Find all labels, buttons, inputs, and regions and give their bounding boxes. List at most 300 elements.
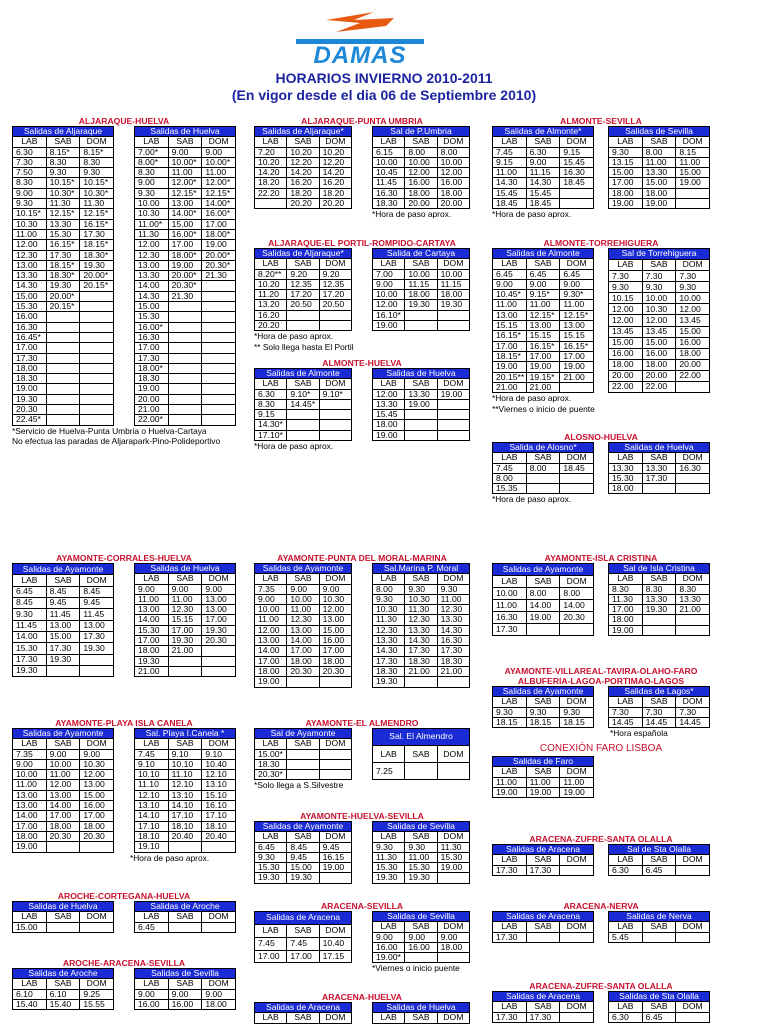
time-cell: 10.30: [642, 304, 676, 315]
time-cell: 17.30: [526, 1012, 560, 1022]
time-cell: 21.00: [405, 666, 437, 676]
column-header: SAB: [526, 453, 560, 463]
table-header-row: [255, 369, 352, 379]
time-cell: 14.00: [13, 631, 47, 642]
timetable: [492, 844, 594, 876]
time-cell: 15.10: [202, 790, 236, 800]
time-cell: [202, 332, 236, 342]
time-cell: 9.30: [80, 168, 114, 178]
time-cell: [46, 353, 80, 363]
table-header-row: [135, 564, 236, 574]
time-cell: 11.00: [493, 600, 527, 612]
column-header-row: [135, 979, 236, 989]
column-header-row: [609, 1002, 710, 1012]
time-cell: 15.00: [46, 631, 80, 642]
column-header: LAB: [493, 453, 527, 463]
time-cell: [319, 770, 351, 780]
table-row: [255, 677, 352, 687]
route-tables: [12, 728, 236, 853]
table-row: [373, 310, 470, 320]
time-cell: 15.55: [80, 999, 114, 1009]
table-row: [255, 749, 352, 759]
time-cell: 9.45: [319, 842, 351, 852]
column-header-row: [13, 575, 114, 586]
time-cell: 10.20: [287, 147, 319, 157]
time-cell: 16.00: [135, 999, 169, 1009]
table-row: [609, 326, 710, 337]
column-header-row: [13, 979, 114, 989]
time-cell: 15.15: [168, 615, 202, 625]
time-cell: 9.00: [135, 584, 169, 594]
time-cell: 6.30: [526, 147, 560, 157]
time-cell: 15.30: [255, 863, 287, 873]
time-cell: 18.30: [255, 759, 287, 769]
footnote: *Solo llega a S.Silvestre: [254, 780, 344, 791]
time-cell: 20.30*: [255, 770, 287, 780]
time-cell: 10.40: [202, 759, 236, 769]
column-header: SAB: [642, 697, 676, 707]
timetable: [492, 756, 594, 798]
timetable: [608, 126, 710, 209]
time-cell: 15.30: [373, 863, 405, 873]
time-cell: 13.00: [168, 199, 202, 209]
time-cell: 13.30: [437, 615, 469, 625]
column-header: LAB: [609, 137, 643, 147]
time-cell: [405, 677, 437, 687]
time-cell: 16.00*: [168, 229, 202, 239]
column-header-row: [493, 259, 594, 269]
time-cell: 9.00: [13, 759, 47, 769]
time-cell: [46, 384, 80, 394]
table-header-row: [13, 969, 114, 979]
time-cell: 16.45*: [13, 332, 47, 342]
time-cell: 20.00: [437, 199, 469, 209]
column-header: LAB: [373, 379, 405, 389]
time-cell: 10.20: [255, 279, 287, 289]
time-cell: 18.00: [642, 188, 676, 198]
time-cell: 12.15*: [202, 188, 236, 198]
route-s7: [492, 432, 710, 505]
route-tables: [492, 991, 710, 1023]
time-cell: [319, 321, 351, 331]
time-cell: [405, 420, 437, 430]
time-cell: 9.10*: [319, 389, 351, 399]
logo-text: DAMAS: [313, 42, 407, 68]
time-cell: 18.00: [609, 615, 643, 625]
column-header: SAB: [642, 137, 676, 147]
time-cell: 20.00*: [202, 250, 236, 260]
time-cell: 16.20: [255, 310, 287, 320]
timetable: [372, 728, 470, 780]
time-cell: 9.30: [135, 188, 169, 198]
column-header: DOM: [437, 137, 469, 147]
time-cell: 17.00: [609, 178, 643, 188]
time-cell: 18.00: [437, 942, 469, 952]
route-title: AYAMONTE-EL ALMENDRO: [305, 718, 419, 728]
time-cell: 19.00: [676, 178, 710, 188]
time-cell: 16.30: [560, 168, 594, 178]
time-cell: 14.00*: [168, 209, 202, 219]
time-cell: 19.00: [202, 240, 236, 250]
table-row: [13, 291, 114, 301]
column-header: DOM: [676, 137, 710, 147]
time-cell: 9.00: [526, 157, 560, 167]
time-cell: 12.00*: [168, 178, 202, 188]
time-cell: [405, 321, 437, 331]
time-cell: 22.20: [255, 188, 287, 198]
table-row: [373, 321, 470, 331]
table-row: [609, 584, 710, 594]
time-cell: 20.00: [405, 199, 437, 209]
time-cell: [560, 1012, 594, 1022]
time-cell: 9.00: [493, 279, 527, 289]
footnote: **Viernes o inicio de puente: [492, 403, 595, 414]
column-header: DOM: [676, 697, 710, 707]
time-cell: 10.40: [319, 937, 351, 950]
time-cell: 14.00: [46, 801, 80, 811]
time-cell: 12.10: [202, 770, 236, 780]
time-cell: 10.30*: [46, 188, 80, 198]
table-header-row: [493, 912, 594, 922]
column-header: SAB: [526, 259, 560, 269]
column-header: DOM: [676, 574, 710, 584]
time-cell: 20.20: [255, 321, 287, 331]
time-cell: 19.30: [373, 677, 405, 687]
time-cell: 10.30: [405, 594, 437, 604]
time-cell: 18.15*: [493, 351, 527, 361]
time-cell: 15.00: [168, 219, 202, 229]
timetable: [372, 563, 470, 688]
time-cell: 8.20**: [255, 269, 287, 279]
table-header: Salidas de Ayamonte: [493, 564, 594, 576]
table-header: Salidas de Aljaraque*: [255, 249, 352, 259]
table-row: [373, 666, 470, 676]
time-cell: 19.00: [319, 863, 351, 873]
column-header-row: [493, 855, 594, 865]
table-row: [255, 646, 352, 656]
time-cell: 18.00: [405, 188, 437, 198]
column-header-row: [493, 576, 594, 588]
time-cell: 20.50: [287, 300, 319, 310]
table-row: [373, 410, 470, 420]
time-cell: 19.00: [526, 787, 560, 797]
table-row: [255, 188, 352, 198]
time-cell: [168, 394, 202, 404]
time-cell: 8.00: [405, 147, 437, 157]
time-cell: 17.00: [13, 343, 47, 353]
timetable: [134, 563, 236, 677]
time-cell: 18.15: [560, 717, 594, 727]
time-cell: [676, 1012, 710, 1022]
time-cell: 9.30: [46, 168, 80, 178]
time-cell: 15.00: [319, 625, 351, 635]
route-s16: [492, 834, 710, 876]
column-header: LAB: [493, 259, 527, 269]
time-cell: 11.30: [373, 852, 405, 862]
table-row: [13, 665, 114, 676]
route-s10: [492, 553, 710, 636]
time-cell: 7.45: [493, 463, 527, 473]
timetable: [608, 911, 710, 943]
time-cell: [80, 374, 114, 384]
time-cell: 9.25: [80, 989, 114, 999]
time-cell: 16.00: [80, 801, 114, 811]
time-cell: 15.40: [13, 999, 47, 1009]
column-header: LAB: [135, 137, 169, 147]
table-row: [493, 787, 594, 797]
table-row: [493, 1012, 594, 1022]
column-header-row: [609, 260, 710, 271]
route-s6: [492, 238, 710, 414]
table-row: [493, 147, 594, 157]
time-cell: 10.10: [135, 770, 169, 780]
time-cell: 10.20: [319, 147, 351, 157]
time-cell: 18.00: [373, 420, 405, 430]
table-header: Salidas de Aljaraque: [13, 127, 114, 137]
time-cell: [80, 312, 114, 322]
column-header: DOM: [319, 739, 351, 749]
time-cell: [202, 374, 236, 384]
timetable: [254, 248, 352, 331]
table-row: [13, 209, 114, 219]
time-cell: 9.00: [168, 147, 202, 157]
time-cell: 18.00: [46, 821, 80, 831]
column-header: DOM: [80, 739, 114, 749]
table-row: [609, 157, 710, 167]
table-row: [13, 801, 114, 811]
time-cell: 12.20: [319, 157, 351, 167]
time-cell: 15.30: [46, 229, 80, 239]
time-cell: 9.30: [405, 842, 437, 852]
route-title: AYAMONTE-PLAYA ISLA CANELA: [55, 718, 193, 728]
route-s8: [12, 553, 236, 677]
column-header: SAB: [168, 574, 202, 584]
time-cell: 11.00: [493, 777, 527, 787]
route-tables: [12, 968, 236, 1010]
column-header: LAB: [13, 575, 47, 586]
time-cell: 20.00*: [46, 291, 80, 301]
time-cell: [560, 484, 594, 494]
table-row: [135, 801, 236, 811]
table-row: [13, 643, 114, 654]
table-row: [493, 865, 594, 875]
time-cell: 19.30: [80, 260, 114, 270]
time-cell: 21.00: [526, 382, 560, 392]
column-header: SAB: [642, 453, 676, 463]
time-cell: [46, 343, 80, 353]
table-row: [135, 922, 236, 932]
column-header: DOM: [676, 260, 710, 271]
table-row: [493, 707, 594, 717]
column-header: SAB: [642, 922, 676, 932]
table-row: [135, 656, 236, 666]
table-row: [13, 780, 114, 790]
time-cell: [202, 405, 236, 415]
table-row: [255, 605, 352, 615]
time-cell: 10.45*: [493, 290, 527, 300]
timetable: [254, 368, 352, 441]
time-cell: 19.00: [373, 321, 405, 331]
route-s17: [12, 891, 236, 933]
route-title: AYAMONTE-VILLAREAL-TAVIRA-OLAHO-FARO: [504, 666, 698, 676]
column-header: LAB: [255, 574, 287, 584]
time-cell: 9.30: [13, 609, 47, 620]
time-cell: 8.30: [80, 157, 114, 167]
time-cell: 17.30: [526, 865, 560, 875]
time-cell: 15.00: [135, 302, 169, 312]
time-cell: 18.45: [493, 199, 527, 209]
time-cell: 11.00: [255, 615, 287, 625]
table-header-row: [13, 564, 114, 575]
time-cell: 14.00: [526, 600, 560, 612]
time-cell: 6.30: [609, 865, 643, 875]
time-cell: [319, 749, 351, 759]
time-cell: 11.30: [373, 615, 405, 625]
table-row: [373, 763, 470, 780]
time-cell: [405, 410, 437, 420]
table-row: [13, 363, 114, 373]
time-cell: 14.30: [526, 178, 560, 188]
column-header: DOM: [676, 1002, 710, 1012]
time-cell: 18.30: [373, 666, 405, 676]
time-cell: 6.30: [13, 147, 47, 157]
time-cell: 14.10: [168, 801, 202, 811]
time-cell: [319, 420, 351, 430]
time-cell: [168, 343, 202, 353]
time-cell: 9.00: [319, 584, 351, 594]
time-cell: [437, 677, 469, 687]
time-cell: 21.00: [676, 605, 710, 615]
table-row: [13, 271, 114, 281]
table-row: [493, 484, 594, 494]
table-row: [255, 666, 352, 676]
table-row: [255, 615, 352, 625]
table-header-row: [13, 127, 114, 137]
column-header: DOM: [437, 259, 469, 269]
route-s18: [254, 901, 470, 974]
time-cell: [46, 394, 80, 404]
table-row: [13, 609, 114, 620]
table-row: [13, 405, 114, 415]
column-header: SAB: [287, 924, 319, 937]
time-cell: [287, 770, 319, 780]
table-row: [135, 353, 236, 363]
table-row: [255, 759, 352, 769]
time-cell: 15.00: [287, 863, 319, 873]
route-tables: [254, 126, 470, 209]
time-cell: 10.15: [609, 293, 643, 304]
column-header: DOM: [437, 574, 469, 584]
column-header: DOM: [437, 832, 469, 842]
footnote: *Hora de paso aprox.: [492, 494, 572, 505]
table-header: Sal. El Almendro: [373, 729, 470, 746]
table-row: [13, 188, 114, 198]
column-header-row: [493, 922, 594, 932]
time-cell: 6.45: [642, 865, 676, 875]
table-row: [13, 770, 114, 780]
time-cell: 11.00: [405, 852, 437, 862]
time-cell: [168, 415, 202, 425]
time-cell: 18.45: [560, 463, 594, 473]
time-cell: 8.30: [135, 168, 169, 178]
footnote: *Viernes o inicio puente: [372, 963, 460, 974]
table-row: [13, 922, 114, 932]
time-cell: 19.00: [560, 787, 594, 797]
table-row: [135, 770, 236, 780]
time-cell: 11.00: [560, 777, 594, 787]
column-header: SAB: [287, 259, 319, 269]
time-cell: 13.00: [493, 310, 527, 320]
time-cell: 19.00: [560, 362, 594, 372]
time-cell: 17.30: [13, 353, 47, 363]
time-cell: [168, 332, 202, 342]
route-title-2: ALBUFERIA-LAGOA-PORTIMAO-LAGOS: [517, 676, 685, 686]
timetable: [134, 126, 236, 426]
table-row: [373, 852, 470, 862]
time-cell: 20.40: [202, 831, 236, 841]
time-cell: 13.30: [46, 219, 80, 229]
footnote: ** Solo llega hasta El Portil: [254, 341, 354, 352]
time-cell: 19.30: [202, 625, 236, 635]
route-title: ARACENA-ZUFRE-SANTA OLALLA: [529, 834, 673, 844]
column-header: SAB: [642, 855, 676, 865]
time-cell: [676, 932, 710, 942]
time-cell: 21.00: [560, 372, 594, 382]
time-cell: 17.20: [287, 290, 319, 300]
time-cell: 16.30: [373, 188, 405, 198]
timetable: [372, 821, 470, 884]
time-cell: 17.00: [493, 341, 527, 351]
time-cell: [560, 865, 594, 875]
column-header: LAB: [609, 574, 643, 584]
column-header: DOM: [676, 855, 710, 865]
time-cell: [202, 646, 236, 656]
column-header: LAB: [493, 1002, 527, 1012]
time-cell: 11.30: [609, 594, 643, 604]
route-tables: [254, 368, 470, 441]
route-title: AYAMONTE-PUNTA DEL MORAL-MARINA: [277, 553, 447, 563]
table-row: [13, 999, 114, 1009]
table-row: [135, 363, 236, 373]
time-cell: 8.30: [255, 399, 287, 409]
table-row: [13, 353, 114, 363]
table-header-row: [609, 249, 710, 260]
time-cell: 10.20: [255, 157, 287, 167]
time-cell: 22.00: [642, 381, 676, 392]
column-header-row: [255, 924, 352, 937]
table-row: [493, 290, 594, 300]
table-row: [135, 178, 236, 188]
time-cell: [560, 932, 594, 942]
time-cell: [80, 343, 114, 353]
time-cell: 17.00: [202, 615, 236, 625]
route-title: CONEXIÓN FARO LISBOA: [539, 743, 663, 754]
timetable: [254, 911, 352, 963]
table-row: [135, 199, 236, 209]
time-cell: [168, 353, 202, 363]
time-cell: 20.30: [80, 831, 114, 841]
timetable: [12, 728, 114, 853]
time-cell: 11.30: [46, 199, 80, 209]
time-cell: 22.45*: [13, 415, 47, 425]
table-row: [13, 199, 114, 209]
time-cell: 10.00*: [202, 157, 236, 167]
time-cell: 7.20: [255, 147, 287, 157]
time-cell: 12.00: [437, 168, 469, 178]
table-row: [493, 473, 594, 483]
table-row: [135, 312, 236, 322]
time-cell: 20.30*: [168, 281, 202, 291]
